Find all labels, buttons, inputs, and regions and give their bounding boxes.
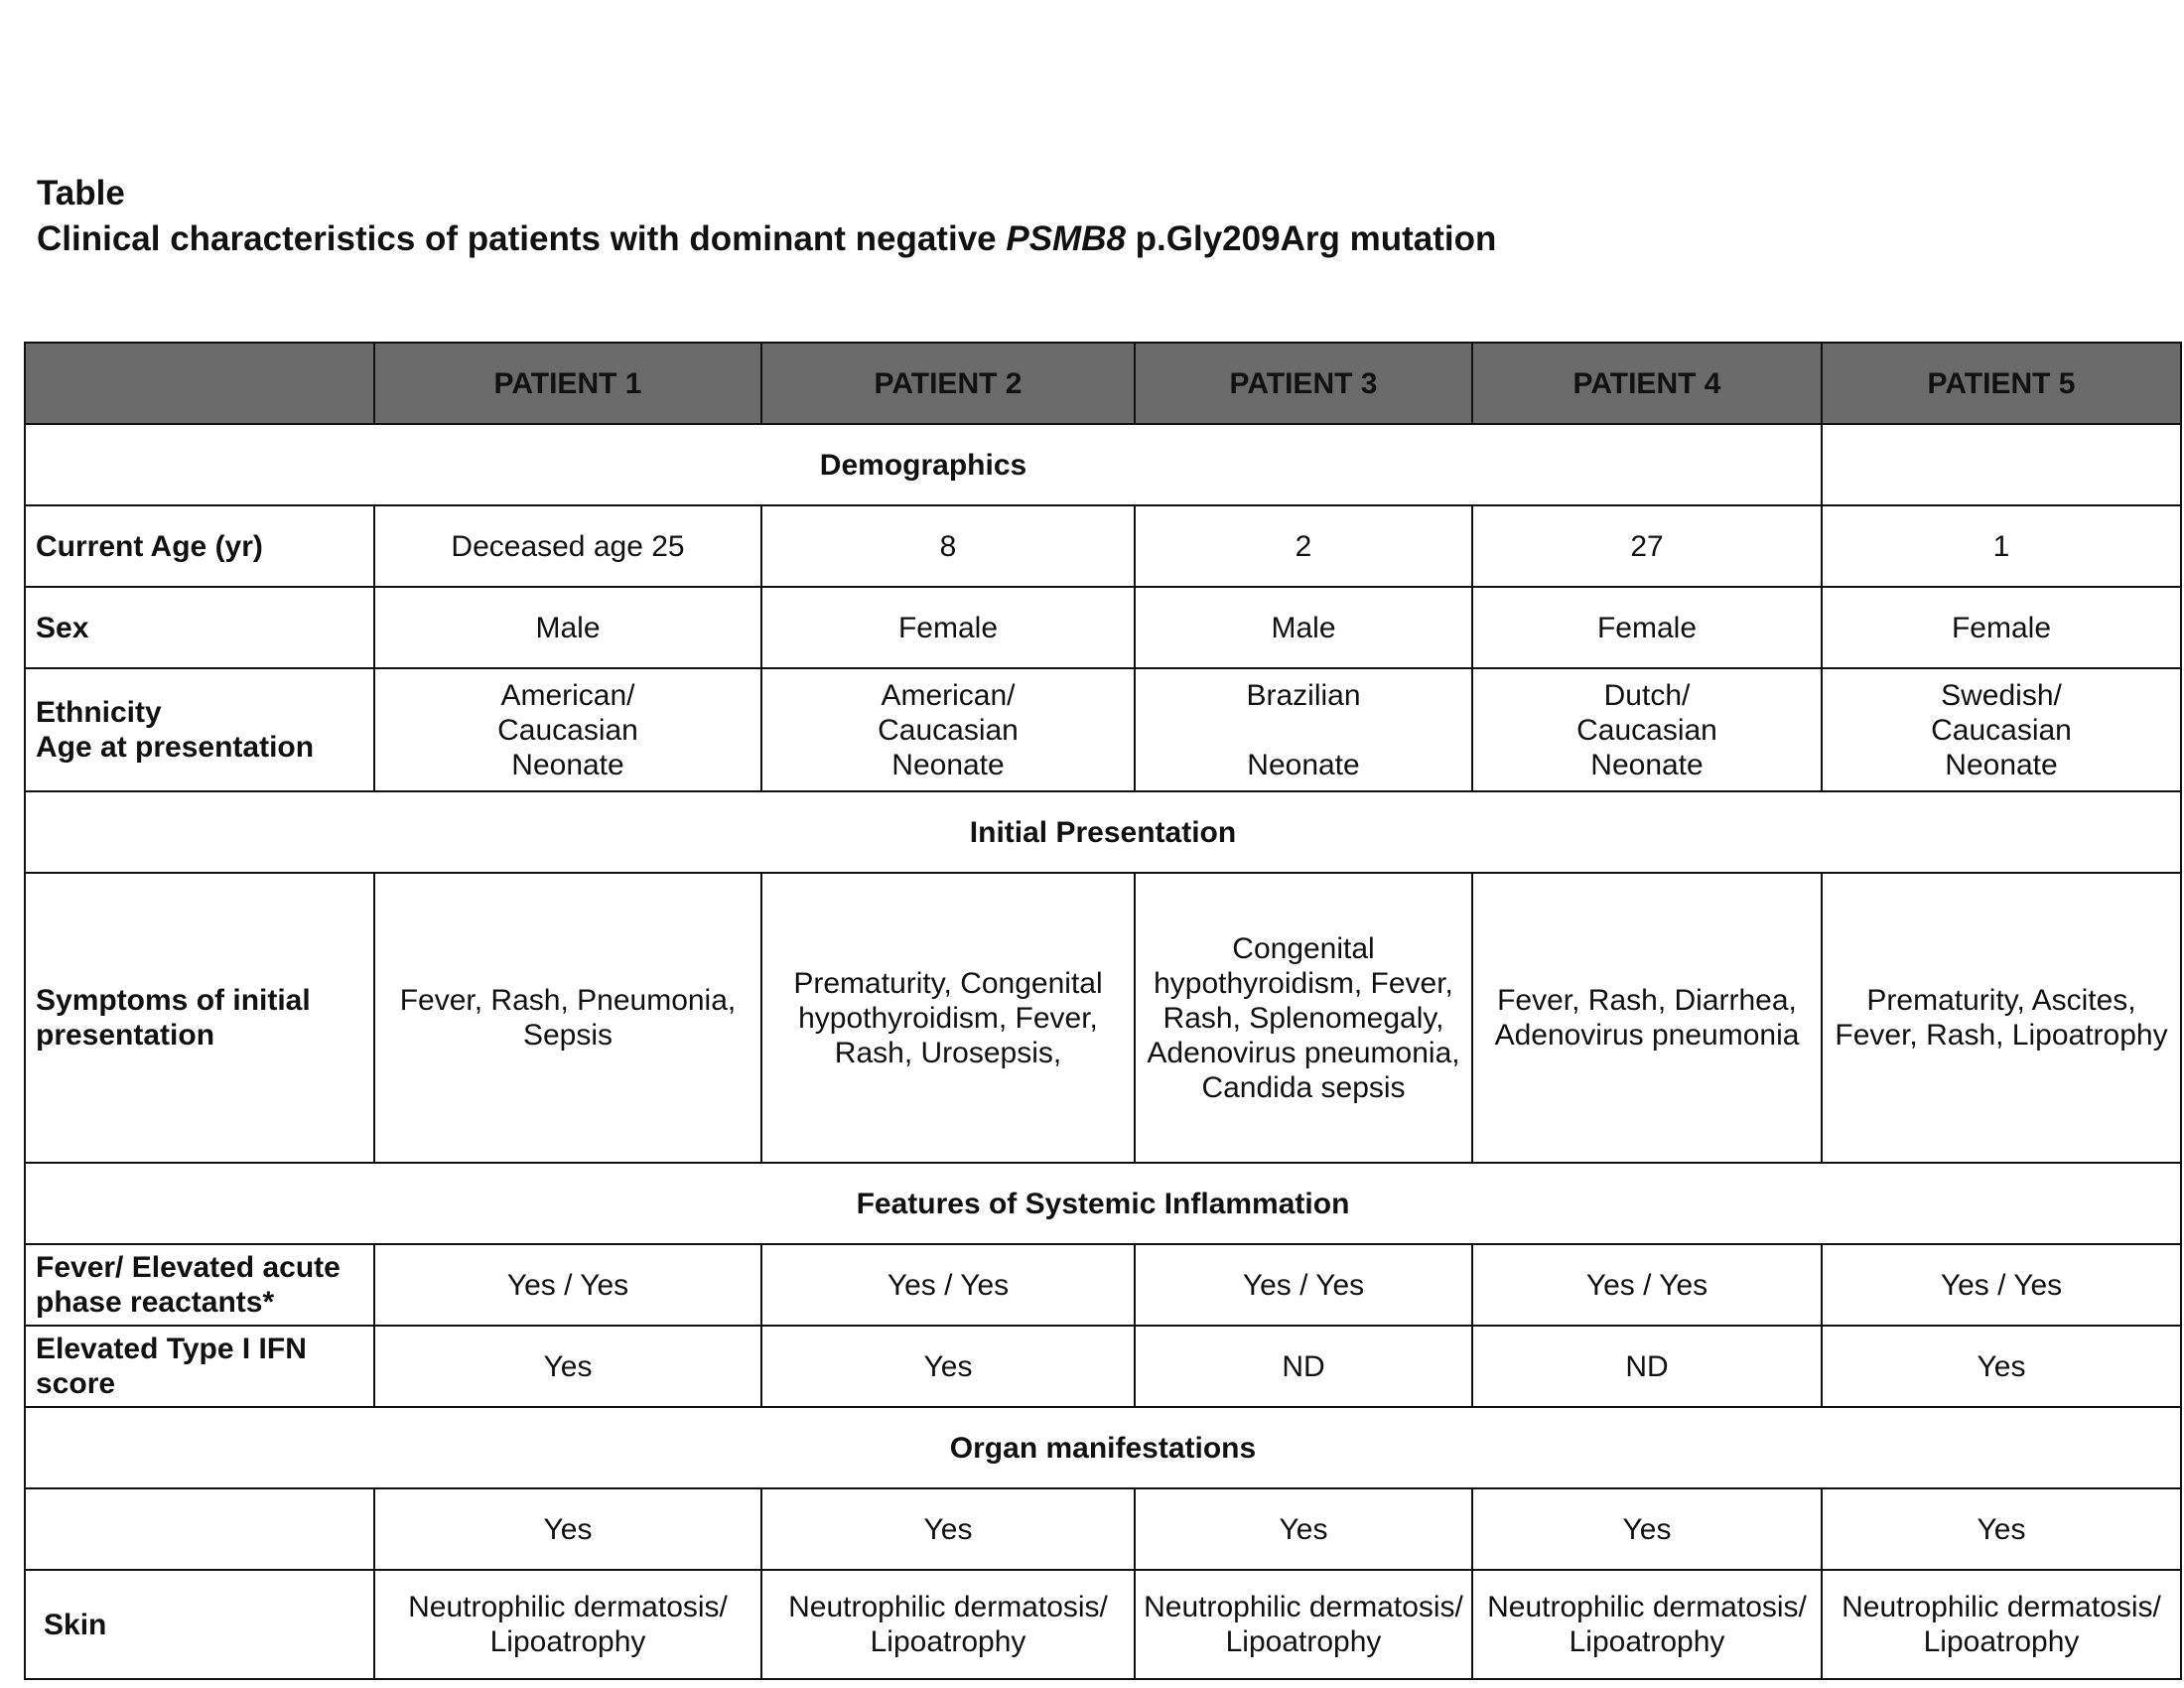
cell-sex-patient-1: Male [374, 587, 761, 668]
cell-ifn-patient-4: ND [1472, 1326, 1822, 1407]
cell-organ-patient-4: Yes [1472, 1488, 1822, 1570]
cell-sex-patient-3: Male [1135, 587, 1472, 668]
cell-skin-patient-1: Neutrophilic dermatosis/ Lipoatrophy [374, 1570, 761, 1679]
cell-ethnicity-patient-3 [1135, 668, 1472, 791]
row-label-type-i-ifn: Elevated Type I IFN score [25, 1326, 374, 1407]
header-patient-5: PATIENT 5 [1822, 343, 2181, 424]
age-at-presentation-value: Neonate [511, 748, 624, 781]
cell-sex-patient-5: Female [1822, 587, 2181, 668]
cell-fever-patient-4: Yes / Yes [1472, 1244, 1822, 1326]
ethnicity-line-1: American/ [881, 678, 1016, 712]
row-label-current-age: Current Age (yr) [25, 505, 374, 587]
cell-symptoms-patient-4: Fever, Rash, Diarrhea, Adenovirus pneumonia [1472, 873, 1822, 1163]
header-patient-4: PATIENT 4 [1472, 343, 1822, 424]
cell-age-patient-3: 2 [1135, 505, 1472, 587]
table-row-fever-acute-phase [25, 1244, 2181, 1326]
table-row-sex [25, 587, 2181, 668]
section-row-organ-manifestations [25, 1407, 2181, 1488]
title-text-pre: Clinical characteristics of patients with dominant negative [37, 219, 1007, 258]
section-title-organ-manifestations: Organ manifestations [25, 1407, 2181, 1488]
clinical-characteristics-table [24, 342, 2182, 1680]
cell-fever-patient-2: Yes / Yes [761, 1244, 1135, 1326]
row-label-skin: Skin [25, 1570, 374, 1679]
cell-ifn-patient-5: Yes [1822, 1326, 2181, 1407]
header-blank-cell [25, 343, 374, 424]
ethnicity-line-1: Swedish/ [1941, 678, 2062, 712]
cell-ifn-patient-3: ND [1135, 1326, 1472, 1407]
cell-ethnicity-patient-1 [374, 668, 761, 791]
row-label-organ-blank [25, 1488, 374, 1570]
section-row-demographics [25, 424, 2181, 505]
header-patient-3: PATIENT 3 [1135, 343, 1472, 424]
cell-fever-patient-5: Yes / Yes [1822, 1244, 2181, 1326]
cell-ethnicity-patient-5 [1822, 668, 2181, 791]
table-header-row [25, 343, 2181, 424]
cell-age-patient-5: 1 [1822, 505, 2181, 587]
ethnicity-line-2: Caucasian [497, 713, 638, 747]
ethnicity-line-1: Brazilian [1246, 678, 1361, 712]
cell-skin-patient-2: Neutrophilic dermatosis/ Lipoatrophy [761, 1570, 1135, 1679]
table-caption-label: Table [37, 174, 125, 212]
table-caption-title [37, 216, 1496, 262]
row-label-ethnicity-age [25, 668, 374, 791]
row-label-age-at-presentation: Age at presentation [36, 731, 315, 764]
cell-skin-patient-3: Neutrophilic dermatosis/ Lipoatrophy [1135, 1570, 1472, 1679]
ethnicity-line-2: Caucasian [1576, 713, 1717, 747]
cell-fever-patient-3: Yes / Yes [1135, 1244, 1472, 1326]
cell-organ-patient-3: Yes [1135, 1488, 1472, 1570]
table-row-skin [25, 1570, 2181, 1679]
cell-ethnicity-patient-4 [1472, 668, 1822, 791]
section-row-systemic-inflammation [25, 1163, 2181, 1244]
table-row-symptoms [25, 873, 2181, 1163]
cell-ethnicity-patient-2 [761, 668, 1135, 791]
section-row-initial-presentation [25, 791, 2181, 873]
cell-symptoms-patient-5: Prematurity, Ascites, Fever, Rash, Lipoatrophy [1822, 873, 2181, 1163]
cell-organ-patient-1: Yes [374, 1488, 761, 1570]
age-at-presentation-value: Neonate [1247, 748, 1360, 781]
age-at-presentation-value: Neonate [1590, 748, 1704, 781]
ethnicity-line-2: Caucasian [1931, 713, 2072, 747]
cell-ifn-patient-2: Yes [761, 1326, 1135, 1407]
cell-symptoms-patient-1: Fever, Rash, Pneumonia, Sepsis [374, 873, 761, 1163]
cell-symptoms-patient-2: Prematurity, Congenital hypothyroidism, Fever, Rash, Urosepsis, [761, 873, 1135, 1163]
cell-sex-patient-2: Female [761, 587, 1135, 668]
table-row-ethnicity-age-at-presentation [25, 668, 2181, 791]
header-patient-1: PATIENT 1 [374, 343, 761, 424]
title-text-post: p.Gly209Arg mutation [1125, 219, 1497, 258]
section-empty-cell [1822, 424, 2181, 505]
table-row-type-i-ifn [25, 1326, 2181, 1407]
cell-sex-patient-4: Female [1472, 587, 1822, 668]
section-title-initial-presentation: Initial Presentation [25, 791, 2181, 873]
cell-fever-patient-1: Yes / Yes [374, 1244, 761, 1326]
cell-age-patient-1: Deceased age 25 [374, 505, 761, 587]
cell-ifn-patient-1: Yes [374, 1326, 761, 1407]
row-label-fever-acute-phase: Fever/ Elevated acute phase reactants* [25, 1244, 374, 1326]
cell-skin-patient-5: Neutrophilic dermatosis/ Lipoatrophy [1822, 1570, 2181, 1679]
cell-age-patient-2: 8 [761, 505, 1135, 587]
row-label-symptoms: Symptoms of initial presentation [25, 873, 374, 1163]
header-patient-2: PATIENT 2 [761, 343, 1135, 424]
ethnicity-line-1: American/ [500, 678, 635, 712]
cell-skin-patient-4: Neutrophilic dermatosis/ Lipoatrophy [1472, 1570, 1822, 1679]
title-gene-name: PSMB8 [1006, 219, 1126, 258]
cell-organ-patient-5: Yes [1822, 1488, 2181, 1570]
table-row-organ-yes [25, 1488, 2181, 1570]
row-label-ethnicity: Ethnicity [36, 696, 162, 729]
ethnicity-line-1: Dutch/ [1603, 678, 1691, 712]
section-title-systemic-inflammation: Features of Systemic Inflammation [25, 1163, 2181, 1244]
cell-age-patient-4: 27 [1472, 505, 1822, 587]
cell-organ-patient-2: Yes [761, 1488, 1135, 1570]
row-label-sex: Sex [25, 587, 374, 668]
cell-symptoms-patient-3: Congenital hypothyroidism, Fever, Rash, Splenomegaly, Adenovirus pneumonia, Candida sepsis [1135, 873, 1472, 1163]
table-title-block [37, 171, 1496, 262]
table-row-current-age [25, 505, 2181, 587]
section-title-demographics: Demographics [25, 424, 1822, 505]
age-at-presentation-value: Neonate [1945, 748, 2058, 781]
age-at-presentation-value: Neonate [891, 748, 1005, 781]
ethnicity-line-2 [1144, 713, 1463, 748]
ethnicity-line-2: Caucasian [878, 713, 1019, 747]
